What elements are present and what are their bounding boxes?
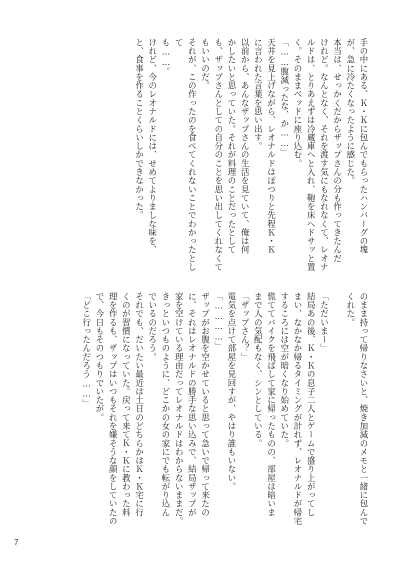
- page-number: 7: [14, 538, 19, 547]
- upper-text-block: 手の中にある、Ｋ・Ｋに包んでもらったハンバーグの塊 が、急に冷たくなったように感じた。 本当は、せっかくだからザップさんの分も作ってきたんだ けれど。なんとなく、それを渡す気にもなれなくて、レオナ ルドは、とりあえずは冷蔵庫へと入れ、鞄を床へドサッと置 く。そのままベッドに座り込む。 「……腹減ったな、か……」 天井を見上げながら、レオナルドはぽつりと先程Ｋ・Ｋ に言われた言葉を思い出す。 以前から、あんなザップさんの生活を見ていて、俺は何 かしたいと思っていた。それが料理のことだったとして も、ザップさんとしての自分のことを思い出してくれなくて もいいのだ。 それが、この作ったのを食べてくれないことでわかったとして も……。 けれど、今のレオナルドには、せめてよりましな味を、 と、食事を作ることくらいしかできなかった。: [134, 38, 369, 272]
- lower-text-block: のまま持って帰りなさいと、焼き加減のメモと一緒に包んで くれた。 「ただいまー」 結局あの後、Ｋ・Ｋの息子二人とゲームで盛り上がってし まい、なかなか帰るタイミングが計れず、レオナルドが帰宅 するころには空が暗くなり始めていた。 慌ててバイクを飛ばして家に帰ったものの、部屋は暗いま まで人の気配もなく、シンとしている。 「ザップさん？」 電気を点けて部屋を見回すが、やはり誰もいない。 「…………」 ザップがお腹を空かせていると思って急いで帰って来たの に、それはレオナルドの勝手な思い込みで、結局ザップが 家を空けている理由だってレオナルドはわからないままだ。 きっといつものように、どこかの女の家にでも転がり込ん でいるのだろう。 それでも、だいたい最近は土日のどちらかはＫ・Ｋ宅に行 くのが習慣になっていた。戻って来てＫ・Ｋに教わった料 理を作るも、ザップはいつもそれを嫌そうな顔をしていたの で、今日もそのつもりでいたが。 「どこ行ったんだろう……」: [81, 292, 369, 526]
